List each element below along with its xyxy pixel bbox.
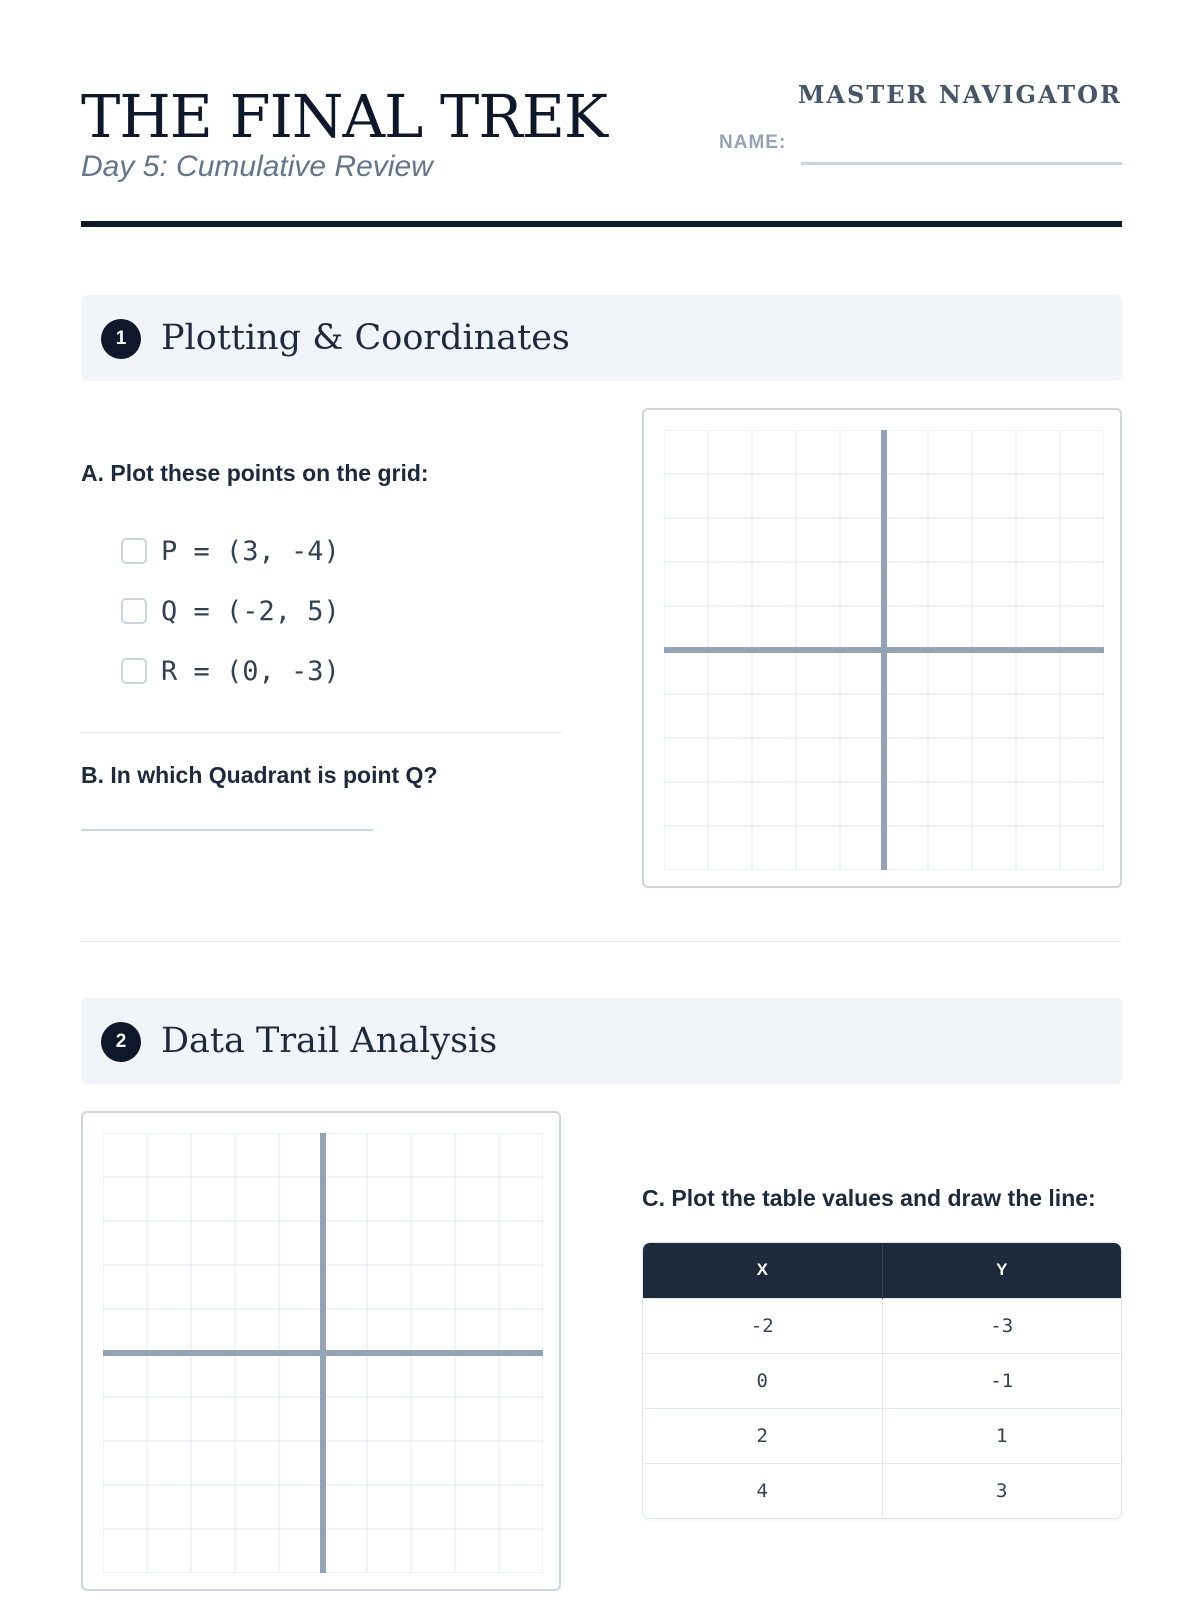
point-item-p[interactable] <box>121 531 340 571</box>
table-row <box>643 1463 1121 1518</box>
worksheet-title: THE FINAL TREK <box>81 82 607 151</box>
table-cell-x: 4 <box>643 1463 882 1518</box>
worksheet-header <box>81 80 1122 227</box>
point-item-r[interactable] <box>121 651 340 691</box>
section-1-title: Plotting & Coordinates <box>161 318 570 358</box>
section-divider <box>81 941 1122 942</box>
point-label: R = (0, -3) <box>161 655 340 687</box>
table-cell-x: 0 <box>643 1353 882 1408</box>
table-cell-y: 3 <box>882 1463 1121 1518</box>
table-row <box>643 1408 1121 1463</box>
column-header-y: Y <box>882 1243 1121 1298</box>
question-c-label: C. Plot the table values and draw the line: <box>642 1185 1096 1211</box>
coordinate-grid-1[interactable] <box>642 408 1122 888</box>
grid-canvas <box>664 430 1104 870</box>
xy-table <box>642 1242 1122 1519</box>
section-1-badge: 1 <box>101 319 141 359</box>
table-row <box>643 1298 1121 1353</box>
column-header-x: X <box>643 1243 882 1298</box>
table-cell-y: 1 <box>882 1408 1121 1463</box>
name-field[interactable] <box>801 162 1122 165</box>
point-label: P = (3, -4) <box>161 535 340 567</box>
point-checkbox[interactable] <box>121 598 147 624</box>
section-2-header <box>81 998 1122 1084</box>
question-b-label: B. In which Quadrant is point Q? <box>81 762 438 788</box>
section-2-badge: 2 <box>101 1022 141 1062</box>
coordinate-grid-2[interactable] <box>81 1111 561 1591</box>
section-1-header <box>81 295 1122 381</box>
question-a-label: A. Plot these points on the grid: <box>81 460 429 486</box>
table-row <box>643 1353 1121 1408</box>
grid-canvas <box>103 1133 543 1573</box>
table-cell-y: -3 <box>882 1298 1121 1353</box>
worksheet-subtitle: Day 5: Cumulative Review <box>81 150 433 183</box>
quadrant-answer-field[interactable] <box>81 829 373 831</box>
point-checkbox[interactable] <box>121 658 147 684</box>
table-cell-x: -2 <box>643 1298 882 1353</box>
point-checkbox[interactable] <box>121 538 147 564</box>
table-cell-x: 2 <box>643 1408 882 1463</box>
name-label: NAME: <box>719 132 787 153</box>
question-divider <box>81 732 562 733</box>
point-label: Q = (-2, 5) <box>161 595 340 627</box>
section-2-title: Data Trail Analysis <box>161 1021 498 1061</box>
table-cell-y: -1 <box>882 1353 1121 1408</box>
point-item-q[interactable] <box>121 591 340 631</box>
role-label: MASTER NAVIGATOR <box>797 80 1122 109</box>
